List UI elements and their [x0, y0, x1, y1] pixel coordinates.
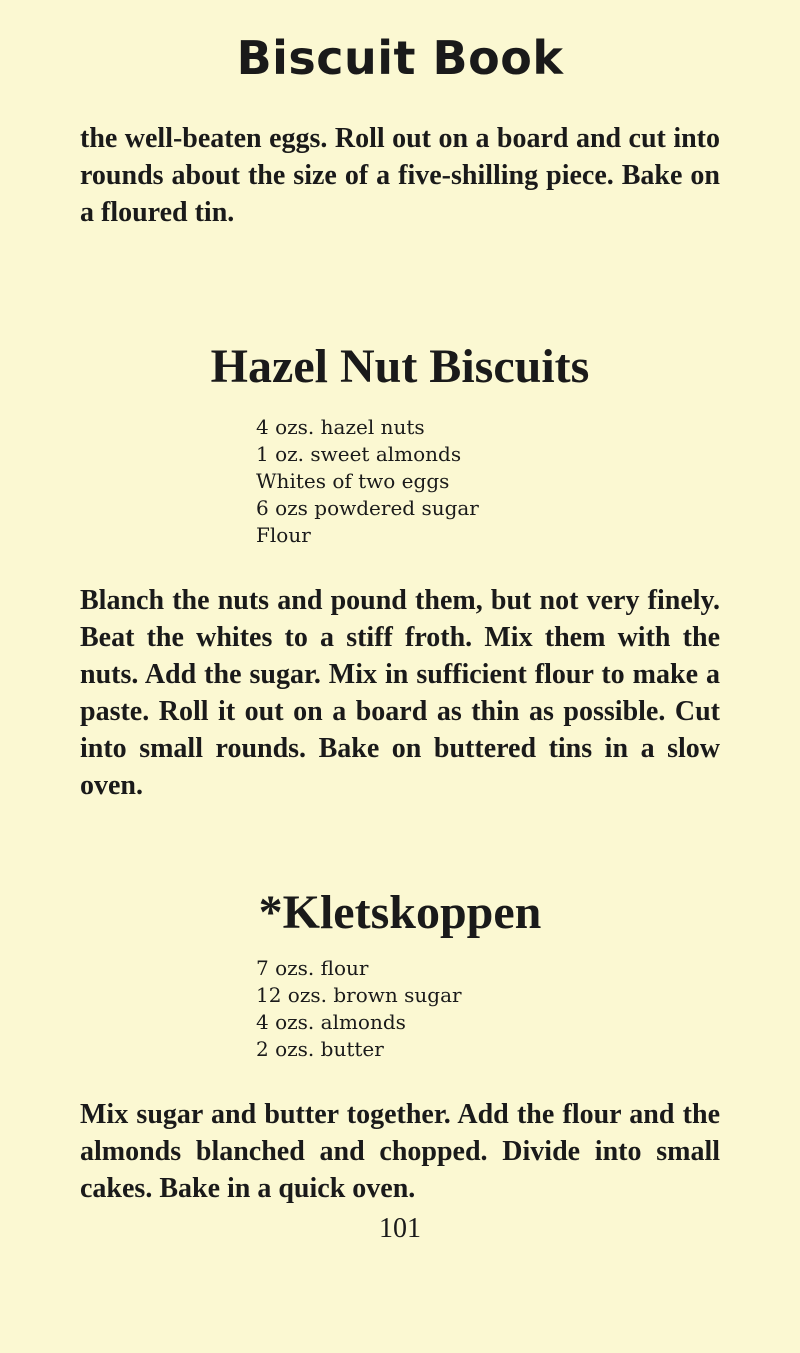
ingredient-item: 4 ozs. hazel nuts [256, 415, 425, 439]
ingredient-item: 6 ozs powdered sugar [256, 496, 479, 520]
ingredient-list-kletskoppen [256, 955, 462, 1063]
ingredient-list-hazel-nut-biscuits [256, 414, 479, 549]
ingredient-item: 12 ozs. brown sugar [256, 983, 462, 1007]
page-number: 101 [379, 1213, 421, 1244]
continued-paragraph: the well-beaten eggs. Roll out on a board and cut into rounds about the size of a five-shilling piece. Bake on a floured tin. [80, 123, 720, 228]
ingredient-item: 2 ozs. butter [256, 1037, 384, 1061]
recipe-title-hazel-nut-biscuits: Hazel Nut Biscuits [210, 340, 590, 393]
ingredient-item: 1 oz. sweet almonds [256, 442, 462, 466]
running-head: Biscuit Book [236, 31, 564, 85]
ingredient-item: Whites of two eggs [256, 469, 450, 493]
ingredient-item: 7 ozs. flour [256, 956, 369, 980]
ingredient-item: Flour [256, 523, 311, 547]
method-paragraph-kletskoppen: Mix sugar and butter together. Add the flour and the almonds blanched and chopped. Divide into small cakes. Bake in a quick oven. [80, 1099, 720, 1204]
recipe-title-kletskoppen: *Kletskoppen [258, 886, 542, 939]
ingredient-item: 4 ozs. almonds [256, 1010, 406, 1034]
method-paragraph-hazel-nut-biscuits: Blanch the nuts and pound them, but not very finely. Beat the whites to a stiff froth. Mix them with the nuts. Add the sugar. Mix in sufficient flour to make a paste. Roll it out on a board as thin as possible. Cut into small rounds. Bake on buttered tins in a slow oven. [80, 585, 720, 801]
